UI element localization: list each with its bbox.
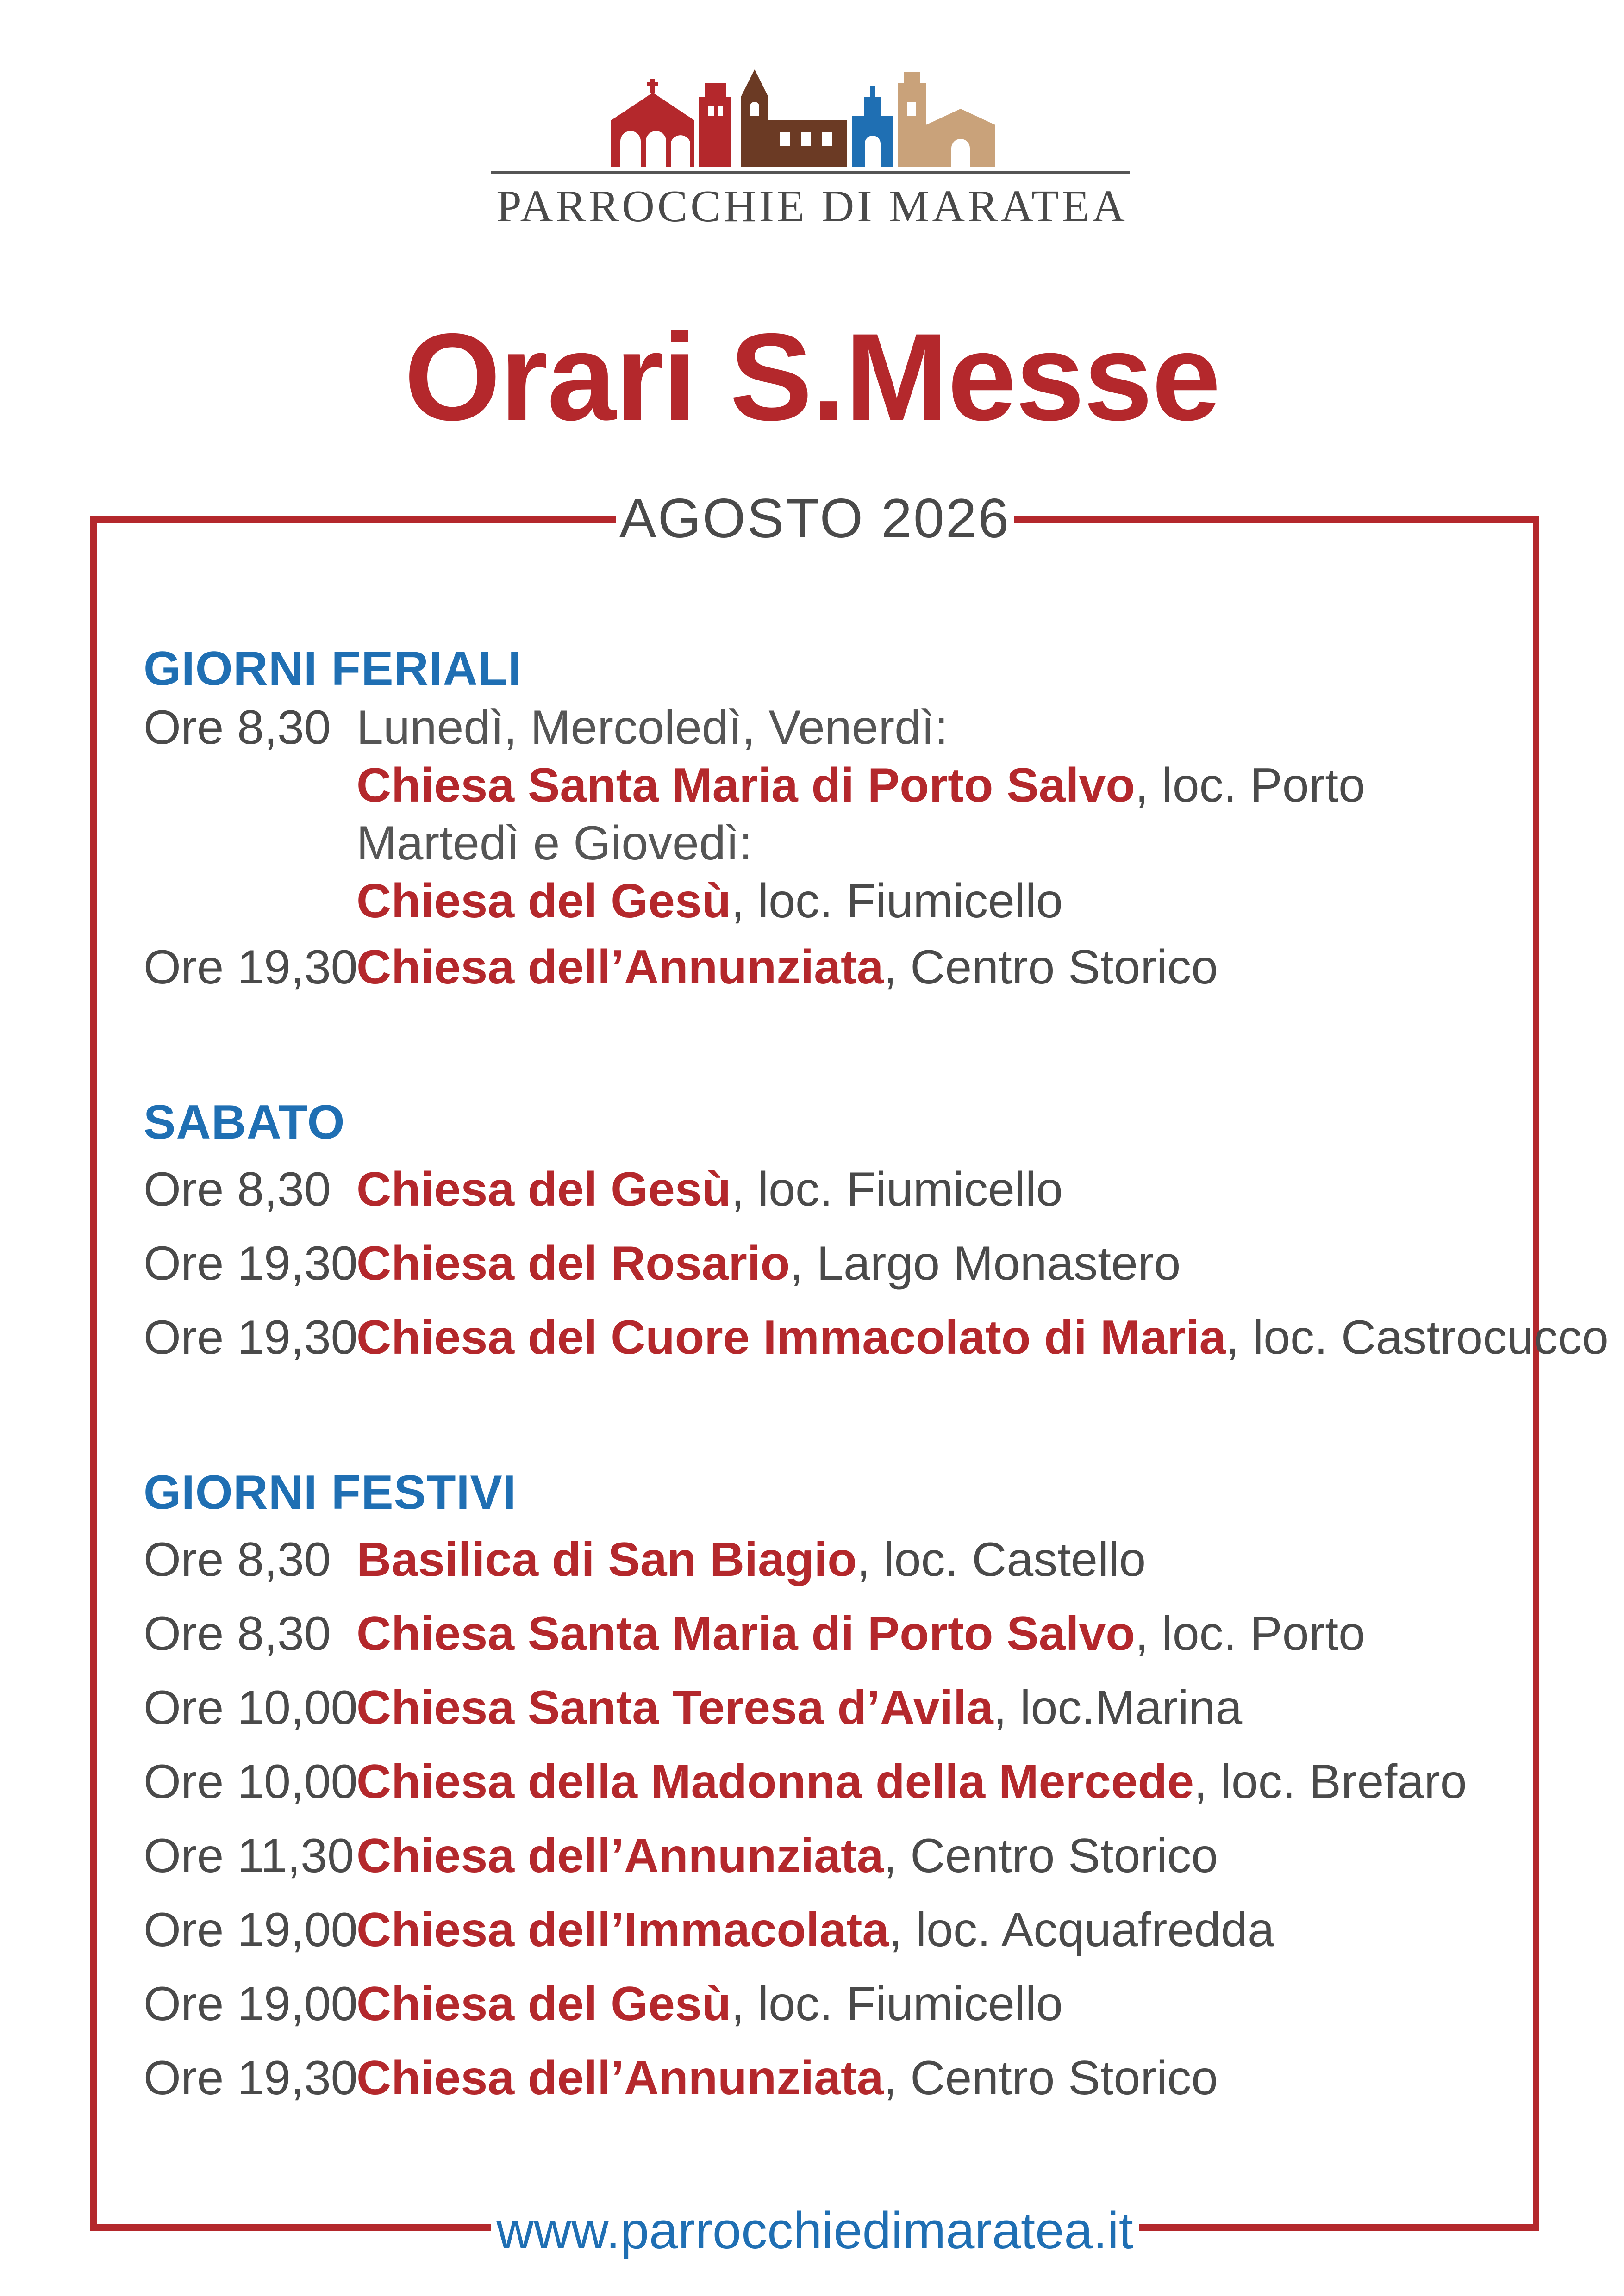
website-link[interactable]: www.parrocchiedimaratea.it	[491, 2203, 1139, 2259]
church-name: Chiesa del Gesù	[356, 1163, 731, 1216]
schedule-row	[144, 1300, 1609, 1375]
location: , loc. Fiumicello	[731, 874, 1063, 928]
time: Ore 19,00	[144, 1903, 358, 1957]
time: Ore 8,30	[144, 1163, 331, 1216]
page-title: Orari S.Messe	[404, 307, 1220, 446]
location: , loc. Porto	[1135, 1607, 1365, 1661]
location: , loc. Castello	[856, 1533, 1146, 1587]
church-name: Chiesa della Madonna della Mercede	[356, 1755, 1194, 1809]
time: Ore 19,30	[144, 940, 358, 994]
schedule-row	[144, 1523, 1509, 1597]
location: , Centro Storico	[883, 1829, 1218, 1883]
church-name: Chiesa dell’Annunziata	[356, 1829, 884, 1883]
month-label: AGOSTO 2026	[616, 491, 1014, 546]
church-name: Chiesa Santa Teresa d’Avila	[356, 1681, 993, 1735]
time: Ore 10,00	[144, 1681, 358, 1735]
location: , loc.Marina	[993, 1681, 1243, 1735]
days-label: Martedì e Giovedì:	[356, 816, 753, 870]
schedule-row	[144, 1967, 1509, 2041]
church-name: Chiesa del Rosario	[356, 1237, 790, 1290]
church-name: Chiesa Santa Maria di Porto Salvo	[356, 1607, 1135, 1661]
schedule-row	[144, 1745, 1509, 1819]
schedule-row	[144, 1819, 1509, 1893]
logo-divider	[491, 171, 1130, 174]
time: Ore 8,30	[144, 1533, 331, 1587]
church-name: Chiesa del Gesù	[356, 874, 731, 928]
time: Ore 8,30	[144, 1607, 331, 1661]
time: Ore 19,30	[144, 1237, 358, 1290]
church-name: Chiesa del Cuore Immacolato di Maria	[356, 1311, 1226, 1364]
schedule-row	[144, 1671, 1509, 1745]
church-name: Chiesa Santa Maria di Porto Salvo	[356, 759, 1135, 812]
schedule-row	[144, 699, 1509, 930]
time: Ore 19,30	[144, 1311, 358, 1364]
location: , loc. Porto	[1135, 759, 1365, 812]
section-heading-feriali: GIORNI FERIALI	[144, 642, 522, 696]
location: , loc. Fiumicello	[731, 1163, 1063, 1216]
church-name: Chiesa del Gesù	[356, 1977, 731, 2031]
church-name: Chiesa dell’Annunziata	[356, 940, 884, 994]
time: Ore 8,30	[144, 701, 331, 754]
schedule-row	[144, 1597, 1509, 1671]
schedule-row	[144, 1893, 1509, 1967]
time: Ore 10,00	[144, 1755, 358, 1809]
schedule-row	[144, 2041, 1509, 2115]
time: Ore 11,30	[144, 1829, 354, 1883]
church-name: Chiesa dell’Immacolata	[356, 1903, 889, 1957]
location: , loc. Castrocucco	[1226, 1311, 1609, 1364]
time: Ore 19,30	[144, 2051, 358, 2105]
schedule-row	[144, 1152, 1509, 1226]
schedule-row	[144, 930, 1509, 1004]
church-name: Chiesa dell’Annunziata	[356, 2051, 884, 2105]
schedule-row	[144, 1226, 1509, 1300]
days-label: Lunedì, Mercoledì, Venerdì:	[356, 701, 948, 754]
location: , loc. Acquafredda	[889, 1903, 1274, 1957]
church-name: Basilica di San Biagio	[356, 1533, 857, 1587]
location: , loc. Fiumicello	[731, 1977, 1063, 2031]
location: , loc. Brefaro	[1194, 1755, 1467, 1809]
location: , Centro Storico	[883, 940, 1218, 994]
section-heading-festivi: GIORNI FESTIVI	[144, 1466, 517, 1519]
section-heading-sabato: SABATO	[144, 1095, 345, 1149]
location: , Centro Storico	[883, 2051, 1218, 2105]
parish-logo	[602, 65, 1046, 176]
brand-name: PARROCCHIE DI MARATEA	[496, 181, 1128, 231]
schedule-content	[144, 639, 1609, 2115]
location: , Largo Monastero	[790, 1237, 1181, 1290]
time: Ore 19,00	[144, 1977, 358, 2031]
